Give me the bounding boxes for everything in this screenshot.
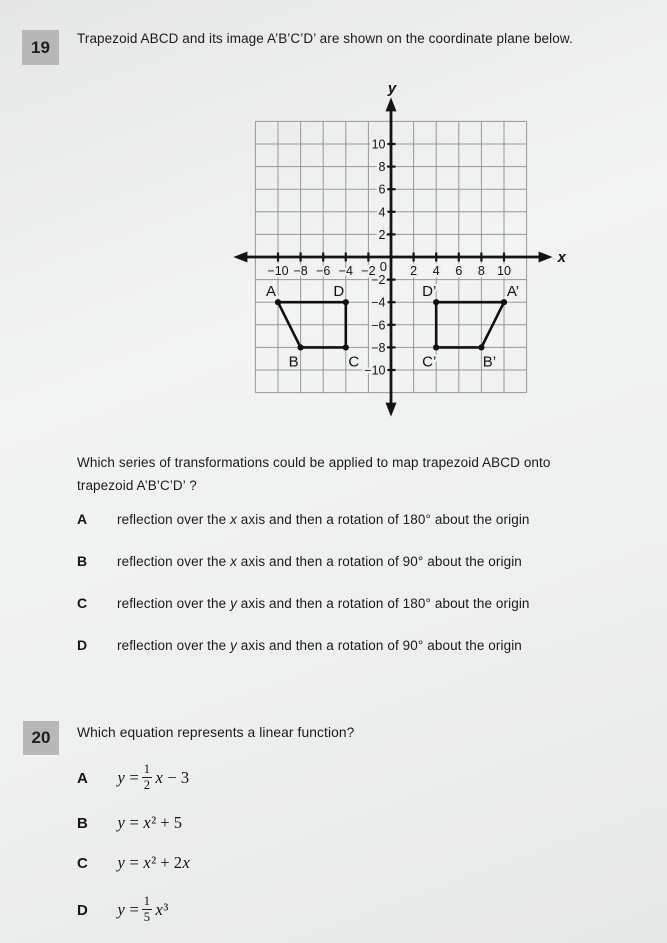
q20-option-a (77, 754, 637, 802)
svg-text:C: C (348, 353, 360, 371)
question-number: 19 (31, 37, 50, 57)
svg-text:10: 10 (497, 264, 511, 278)
question-19-text (77, 451, 655, 497)
fraction-numerator: 1 (143, 894, 151, 909)
equation-rhs: x − 3 (155, 768, 190, 787)
q20-option-b-equation (117, 813, 182, 833)
svg-text:−4: −4 (371, 295, 386, 310)
svg-text:2: 2 (378, 227, 386, 242)
equation-lhs: y = (117, 768, 139, 787)
svg-text:6: 6 (455, 264, 463, 278)
q20-option-c-letter: C (77, 854, 88, 872)
svg-text:A’: A’ (506, 283, 520, 301)
question-19-text-line2: trapezoid A’B’C’D’ ? (77, 478, 197, 493)
svg-text:B: B (288, 353, 299, 371)
q19-option-c-letter: C (77, 595, 88, 611)
fraction-denominator: 5 (143, 909, 151, 924)
svg-text:−10: −10 (364, 363, 386, 378)
svg-text:−6: −6 (371, 318, 386, 333)
svg-text:−2: −2 (361, 264, 376, 278)
q20-option-d-letter: D (77, 901, 88, 919)
q20-option-a-equation (117, 763, 189, 793)
equation-body: y = x² + 5 (117, 813, 182, 832)
svg-text:0: 0 (379, 259, 387, 274)
q19-option-d (77, 637, 659, 653)
q19-option-d-letter: D (77, 637, 88, 653)
coordinate-plane-svg (222, 82, 570, 430)
svg-text:6: 6 (378, 182, 386, 197)
fraction (142, 762, 152, 792)
svg-text:C’: C’ (422, 353, 437, 371)
svg-text:2: 2 (410, 264, 418, 278)
svg-text:8: 8 (378, 160, 386, 175)
q20-option-b-letter: B (77, 814, 88, 832)
q20-option-c (77, 846, 637, 880)
svg-text:4: 4 (432, 264, 440, 278)
equation-rhs: x³ (155, 900, 169, 919)
q20-option-a-letter: A (77, 769, 88, 787)
q19-option-c-text: reflection over the y axis and then a rotation of 180° about the origin (117, 596, 530, 611)
q20-option-d (77, 886, 637, 934)
question-20-number-badge (23, 721, 59, 755)
coordinate-plane-figure (222, 82, 570, 430)
q19-option-a (77, 511, 659, 527)
question-19-text-line1: Which series of transformations could be applied to map trapezoid ABCD onto (77, 455, 551, 470)
q19-option-b-letter: B (77, 553, 88, 569)
q19-option-a-text: reflection over the x axis and then a rotation of 180° about the origin (117, 512, 530, 527)
svg-text:10: 10 (371, 137, 386, 152)
svg-text:B’: B’ (482, 353, 497, 371)
q20-option-b (77, 806, 637, 840)
fraction (142, 894, 152, 924)
equation-lhs: y = (117, 900, 139, 919)
svg-text:−8: −8 (293, 264, 308, 278)
question-20-prompt: Which equation represents a linear function? (77, 725, 355, 740)
q19-option-a-letter: A (77, 511, 88, 527)
svg-text:8: 8 (477, 264, 485, 278)
equation-body: y = x² + 2x (117, 853, 190, 872)
q20-option-d-equation (117, 895, 168, 925)
q19-option-b-text: reflection over the x axis and then a rotation of 90° about the origin (117, 554, 522, 569)
svg-text:−2: −2 (371, 273, 386, 288)
question-19-prompt: Trapezoid ABCD and its image A’B’C’D’ are shown on the coordinate plane below. (77, 31, 573, 46)
q19-option-d-text: reflection over the y axis and then a rotation of 90° about the origin (117, 638, 522, 653)
svg-text:x: x (557, 249, 566, 266)
fraction-numerator: 1 (143, 762, 151, 777)
fraction-denominator: 2 (143, 777, 151, 792)
svg-text:−4: −4 (338, 264, 353, 278)
svg-text:−6: −6 (316, 264, 331, 278)
question-19-number-badge (22, 30, 59, 65)
svg-text:−10: −10 (267, 264, 289, 278)
svg-text:−8: −8 (371, 340, 386, 355)
svg-text:D: D (333, 283, 345, 301)
q19-option-b (77, 553, 659, 569)
question-number: 20 (31, 728, 51, 747)
svg-text:D’: D’ (422, 283, 437, 301)
q19-option-c (77, 595, 659, 611)
svg-text:A: A (265, 283, 277, 301)
svg-text:4: 4 (378, 205, 386, 220)
svg-text:y: y (387, 82, 397, 97)
q20-option-c-equation (117, 853, 190, 873)
